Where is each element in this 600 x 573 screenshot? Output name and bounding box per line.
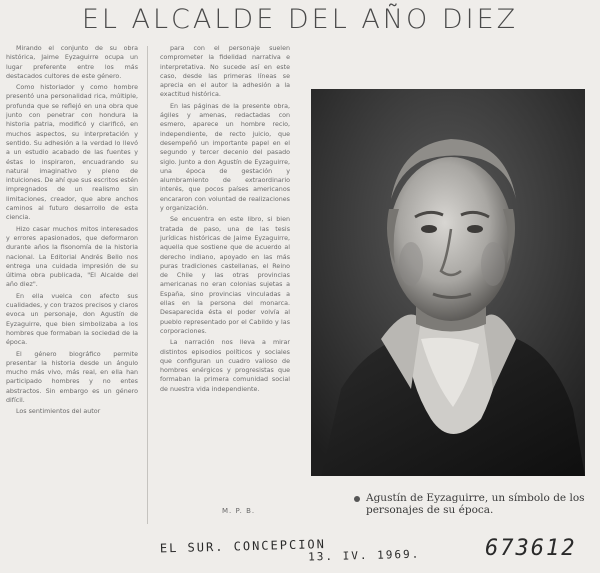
- caption-bullet-icon: [354, 496, 360, 502]
- portrait-caption: Agustín de Eyzaguirre, un símbolo de los personajes de su época.: [366, 492, 585, 516]
- column-divider: [147, 46, 148, 524]
- article-column-2: [160, 44, 290, 508]
- handwritten-source-note: [160, 535, 421, 568]
- paragraph: En ella vuelca con afecto sus cualidades, y con trazos precisos y claros evoca un personaje, don Agustín de Eyzaguirre, que bien simbolizaba a los hombres que formaban la sociedad de la época.: [6, 292, 138, 347]
- catalog-number: 673612: [485, 536, 577, 561]
- portrait-image: [311, 89, 585, 476]
- headline: EL ALCALDE DEL AÑO DIEZ: [81, 4, 519, 35]
- source-date: 13. IV. 1969.: [307, 547, 421, 564]
- portrait-illustration: [311, 89, 585, 476]
- paragraph: La narración nos lleva a mirar distintos episodios políticos y sociales que configuran un cuadro valioso de hombres enérgicos y progresistas que formaban la primera comunidad social de nuestra vida independiente.: [160, 339, 290, 393]
- paragraph: El género biográfico permite presentar la historia desde un ángulo mucho más vivo, más real, en ella han participado hombres y no entes abstractos. Sin embargo es un género difícil.: [6, 350, 138, 404]
- paragraph: Como historiador y como hombre presentó una personalidad rica, múltiple, profunda que se reflejó en una obra que junto con penetrar con hondura la historia patria, modificó y clarificó, en muchos aspectos, su interpretación y sentido. Su adhesión a la verdad lo llevó a un estudio acabado de las fuentes y éstas lo inspiraron, encuadrando su natural imaginativo y pleno de intuiciones. De ahí que sus escritos estén impregnados de un realismo sin limitaciones, creador, que abre anchos caminos al futuro desarrollo de esta ciencia.: [6, 84, 138, 222]
- paragraph: Hizo casar muchos mitos interesados y errores apasionados, que deformaron durante años la fisonomía de la historia nacional. La Editorial Andrés Bello nos entrega una cuidada impresión de su última obra publicada, "El Alcalde del año diez".: [6, 225, 138, 289]
- article-column-1: [6, 44, 138, 524]
- paragraph: Los sentimientos del autor: [16, 408, 101, 416]
- paragraph: Se encuentra en este libro, si bien tratada de paso, una de las tesis jurídicas históricas de Jaime Eyzaguirre, aquella que sostiene que de acuerdo al derecho indiano, apoyado en las más puras tradiciones castellanas, el Reino de Chile y las otras provincias americanas no eran colonias sujetas a España, sino provincias vinculadas a ellas en la persona del monarca. Desaparecida ésta el poder volvía al pueblo representado por el Cabildo y las corporaciones.: [160, 216, 290, 335]
- author-signature: M. P. B.: [222, 507, 256, 515]
- paragraph: para con el personaje suelen comprometer la fidelidad narrativa e interpretativa. No sucede así en este caso, desde las primeras líneas se aprecia en el autor la adhesión a la exactitud histórica.: [160, 45, 290, 99]
- paragraph: En las páginas de la presente obra, ágiles y amenas, redactadas con esmero, aparece un hombre recio, independiente, de recto juicio, que desempeñó un importante papel en el segundo y tercer decenio del pasado siglo. Junto a don Agustín de Eyzaguirre, una época de gestación y alumbramiento de extraordinario interés, que pocos países americanos encararon con voluntad de realizaciones y organización.: [160, 102, 290, 213]
- source-line: EL SUR. CONCEPCION: [159, 537, 327, 556]
- paragraph: Mirando el conjunto de su obra histórica, Jaime Eyzaguirre ocupa un lugar preferente entre los más destacados cultores de este género.: [6, 45, 138, 80]
